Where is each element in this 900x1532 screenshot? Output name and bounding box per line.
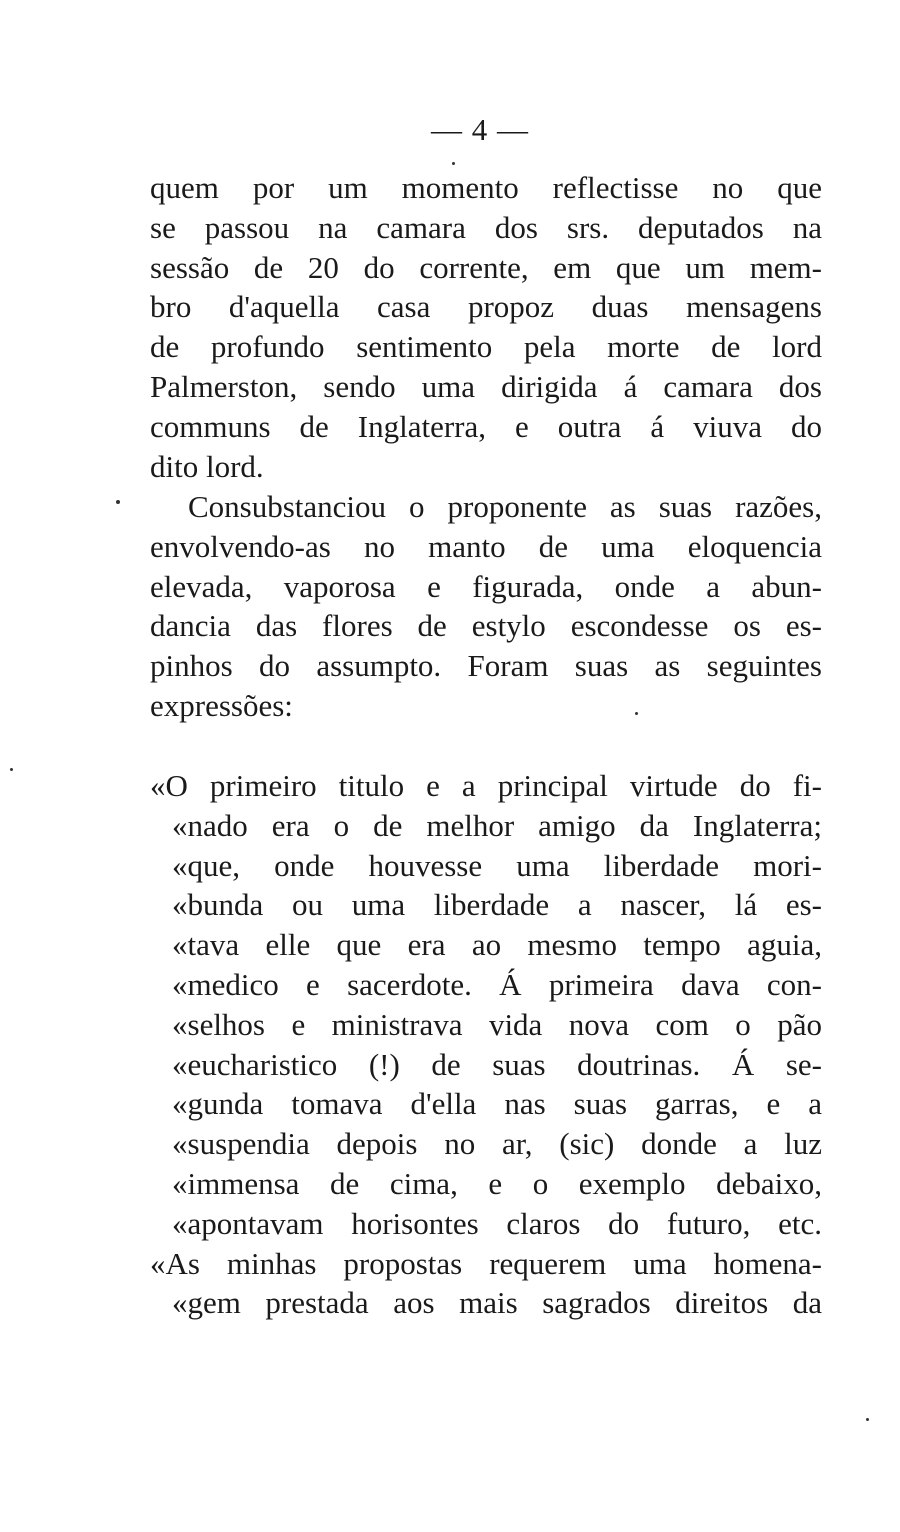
scan-speck	[452, 162, 455, 165]
quotation-block	[150, 766, 822, 1323]
text-line: se passou na camara dos srs. deputados na	[150, 209, 822, 245]
text-line: elevada, vaporosa e figurada, onde a abun-	[150, 568, 822, 604]
scan-speck	[10, 768, 13, 771]
quote-line: «bunda ou uma liberdade a nascer, lá es-	[172, 887, 822, 923]
quote-line: «eucharistico (!) de suas doutrinas. Á se-	[172, 1046, 822, 1082]
text-line: bro d'aquella casa propoz duas mensagens	[150, 289, 822, 325]
paragraph-1	[150, 168, 822, 486]
quote-line: «nado era o de melhor amigo da Inglaterra;	[172, 807, 822, 843]
text-line: envolvendo-as no manto de uma eloquencia	[150, 528, 822, 564]
text-line: de profundo sentimento pela morte de lord	[150, 329, 822, 365]
scan-speck	[635, 712, 638, 715]
quote-line: «As minhas propostas requerem uma homena-	[150, 1245, 822, 1281]
scan-speck	[116, 500, 120, 504]
quote-line: «gunda tomava d'ella nas suas garras, e a	[172, 1086, 822, 1122]
quote-line: «suspendia depois no ar, (sic) donde a luz	[172, 1126, 822, 1162]
paragraph-2	[150, 487, 822, 726]
quote-line: «tava elle que era ao mesmo tempo aguia,	[172, 927, 822, 963]
text-line: pinhos do assumpto. Foram suas as seguintes	[150, 648, 822, 684]
quote-line: «que, onde houvesse uma liberdade mori-	[172, 847, 822, 883]
text-line: dito lord.	[150, 448, 264, 484]
quote-line: «gem prestada aos mais sagrados direitos da	[172, 1285, 822, 1321]
quote-line: «O primeiro titulo e a principal virtude do fi-	[150, 768, 822, 803]
text-line: Palmerston, sendo uma dirigida á camara dos	[150, 368, 822, 404]
quote-line: «immensa de cima, e o exemplo debaixo,	[172, 1165, 822, 1201]
quote-line: «medico e sacerdote. Á primeira dava con-	[172, 966, 822, 1002]
text-line: Consubstanciou o proponente as suas razões,	[188, 489, 822, 524]
scan-speck	[866, 1418, 869, 1421]
text-line: communs de Inglaterra, e outra á viuva do	[150, 408, 822, 444]
text-line: sessão de 20 do corrente, em que um mem-	[150, 249, 822, 285]
quote-line: «apontavam horisontes claros do futuro, etc.	[172, 1205, 822, 1241]
quote-line: «selhos e ministrava vida nova com o pão	[172, 1006, 822, 1042]
text-line: expressões:	[150, 687, 293, 723]
text-line: quem por um momento reflectisse no que	[150, 170, 822, 205]
page-number: — 4 —	[431, 112, 529, 147]
text-line: dancia das flores de estylo escondesse os es-	[150, 608, 822, 644]
